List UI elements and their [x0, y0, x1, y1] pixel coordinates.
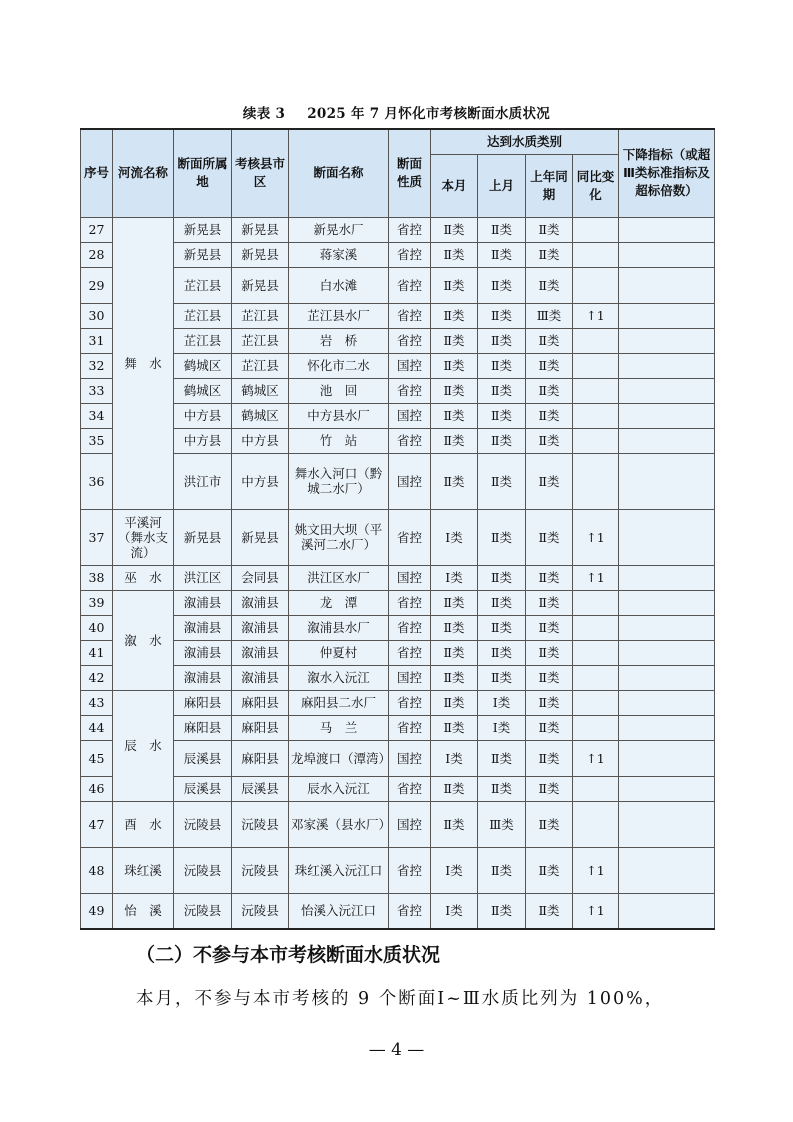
- cell-river: 珠红溪: [113, 847, 174, 893]
- table-row: [81, 242, 715, 267]
- cell-last-year: Ⅱ类: [526, 665, 573, 690]
- cell-this-month: Ⅱ类: [431, 353, 478, 378]
- cell-this-month: Ⅱ类: [431, 242, 478, 267]
- cell-nature: 国控: [389, 403, 431, 428]
- cell-nature: 省控: [389, 509, 431, 565]
- cell-seq: 44: [81, 715, 113, 740]
- cell-section-name: 蒋家溪: [289, 242, 389, 267]
- header-last-month: 上月: [478, 154, 526, 217]
- cell-last-month: Ⅱ类: [478, 893, 526, 929]
- header-decline: 下降指标（或超Ⅲ类标准指标及超标倍数）: [619, 129, 715, 217]
- table-row: [81, 453, 715, 509]
- header-location: 断面所属地: [174, 129, 232, 217]
- cell-last-month: Ⅱ类: [478, 353, 526, 378]
- cell-seq: 31: [81, 328, 113, 353]
- cell-decline: [619, 267, 715, 303]
- table-row: [81, 378, 715, 403]
- cell-county: 溆浦县: [232, 665, 289, 690]
- cell-last-month: Ⅱ类: [478, 217, 526, 242]
- table-row: [81, 740, 715, 776]
- cell-decline: [619, 565, 715, 590]
- cell-decline: [619, 378, 715, 403]
- cell-nature: 省控: [389, 893, 431, 929]
- cell-location: 辰溪县: [174, 740, 232, 776]
- cell-yoy: [573, 267, 619, 303]
- table-row: [81, 303, 715, 328]
- cell-location: 新晃县: [174, 509, 232, 565]
- cell-seq: 42: [81, 665, 113, 690]
- cell-last-month: Ⅱ类: [478, 740, 526, 776]
- cell-section-name: 白水滩: [289, 267, 389, 303]
- cell-county: 溆浦县: [232, 590, 289, 615]
- cell-seq: 34: [81, 403, 113, 428]
- cell-decline: [619, 801, 715, 847]
- cell-yoy: ↑1: [573, 565, 619, 590]
- header-this-month: 本月: [431, 154, 478, 217]
- cell-yoy: ↑1: [573, 893, 619, 929]
- cell-decline: [619, 615, 715, 640]
- table-row: [81, 690, 715, 715]
- table-row: [81, 565, 715, 590]
- cell-last-month: Ⅱ类: [478, 428, 526, 453]
- cell-last-year: Ⅱ类: [526, 453, 573, 509]
- cell-county: 芷江县: [232, 303, 289, 328]
- cell-nature: 国控: [389, 665, 431, 690]
- cell-county: 溆浦县: [232, 615, 289, 640]
- table-row: [81, 615, 715, 640]
- cell-yoy: [573, 353, 619, 378]
- cell-section-name: 竹 站: [289, 428, 389, 453]
- cell-last-month: Ⅱ类: [478, 378, 526, 403]
- cell-seq: 47: [81, 801, 113, 847]
- cell-yoy: ↑1: [573, 740, 619, 776]
- cell-location: 沅陵县: [174, 847, 232, 893]
- cell-yoy: [573, 328, 619, 353]
- table-row: [81, 665, 715, 690]
- cell-yoy: [573, 776, 619, 801]
- cell-decline: [619, 353, 715, 378]
- cell-seq: 35: [81, 428, 113, 453]
- cell-this-month: Ⅰ类: [431, 565, 478, 590]
- table-row: [81, 715, 715, 740]
- cell-last-month: Ⅱ类: [478, 640, 526, 665]
- cell-county: 沅陵县: [232, 847, 289, 893]
- cell-section-name: 岩 桥: [289, 328, 389, 353]
- cell-yoy: [573, 428, 619, 453]
- cell-last-year: Ⅱ类: [526, 776, 573, 801]
- cell-this-month: Ⅰ类: [431, 509, 478, 565]
- cell-last-year: Ⅱ类: [526, 565, 573, 590]
- table-row: [81, 893, 715, 929]
- cell-section-name: 龙埠渡口（潭湾）: [289, 740, 389, 776]
- cell-last-month: Ⅱ类: [478, 776, 526, 801]
- cell-county: 鹤城区: [232, 378, 289, 403]
- body-paragraph: 本月，不参与本市考核的 9 个断面Ⅰ~Ⅲ水质比列为 100%，: [136, 989, 665, 1009]
- cell-this-month: Ⅰ类: [431, 893, 478, 929]
- cell-decline: [619, 590, 715, 615]
- cell-county: 芷江县: [232, 328, 289, 353]
- cell-decline: [619, 740, 715, 776]
- cell-this-month: Ⅱ类: [431, 615, 478, 640]
- cell-this-month: Ⅱ类: [431, 715, 478, 740]
- caption-label: 续表 3: [242, 106, 286, 122]
- table-row: [81, 428, 715, 453]
- cell-location: 洪江区: [174, 565, 232, 590]
- cell-nature: 国控: [389, 565, 431, 590]
- table-row: [81, 590, 715, 615]
- cell-location: 芷江县: [174, 328, 232, 353]
- cell-location: 新晃县: [174, 242, 232, 267]
- cell-section-name: 龙 潭: [289, 590, 389, 615]
- cell-seq: 38: [81, 565, 113, 590]
- cell-last-month: Ⅱ类: [478, 509, 526, 565]
- cell-location: 洪江市: [174, 453, 232, 509]
- cell-last-year: Ⅱ类: [526, 847, 573, 893]
- cell-decline: [619, 242, 715, 267]
- cell-county: 沅陵县: [232, 893, 289, 929]
- cell-river: 辰 水: [113, 690, 174, 801]
- cell-nature: 省控: [389, 590, 431, 615]
- cell-section-name: 麻阳县二水厂: [289, 690, 389, 715]
- cell-section-name: 邓家溪（县水厂）: [289, 801, 389, 847]
- cell-county: 中方县: [232, 453, 289, 509]
- cell-this-month: Ⅰ类: [431, 740, 478, 776]
- cell-river: 巫 水: [113, 565, 174, 590]
- table-row: [81, 847, 715, 893]
- cell-river: 怡 溪: [113, 893, 174, 929]
- table-row: [81, 328, 715, 353]
- cell-location: 新晃县: [174, 217, 232, 242]
- cell-yoy: [573, 590, 619, 615]
- cell-nature: 国控: [389, 353, 431, 378]
- cell-seq: 46: [81, 776, 113, 801]
- cell-seq: 33: [81, 378, 113, 403]
- cell-this-month: Ⅱ类: [431, 801, 478, 847]
- header-county: 考核县市区: [232, 129, 289, 217]
- cell-seq: 29: [81, 267, 113, 303]
- cell-last-year: Ⅱ类: [526, 353, 573, 378]
- cell-decline: [619, 640, 715, 665]
- cell-seq: 32: [81, 353, 113, 378]
- cell-yoy: [573, 615, 619, 640]
- cell-location: 沅陵县: [174, 801, 232, 847]
- cell-decline: [619, 665, 715, 690]
- section-title: （二）不参与本市考核断面水质状况: [136, 944, 441, 966]
- cell-this-month: Ⅱ类: [431, 690, 478, 715]
- header-nature: 断面性质: [389, 129, 431, 217]
- cell-last-year: Ⅱ类: [526, 509, 573, 565]
- cell-location: 中方县: [174, 403, 232, 428]
- cell-section-name: 中方县水厂: [289, 403, 389, 428]
- header-quality-group: 达到水质类别: [431, 129, 619, 154]
- cell-section-name: 姚文田大坝（平溪河二水厂）: [289, 509, 389, 565]
- cell-last-year: Ⅱ类: [526, 590, 573, 615]
- header-yoy: 同比变化: [573, 154, 619, 217]
- cell-county: 新晃县: [232, 267, 289, 303]
- cell-location: 溆浦县: [174, 615, 232, 640]
- cell-this-month: Ⅱ类: [431, 590, 478, 615]
- cell-section-name: 池 回: [289, 378, 389, 403]
- table-body: [81, 217, 715, 929]
- cell-location: 芷江县: [174, 267, 232, 303]
- cell-yoy: [573, 640, 619, 665]
- cell-decline: [619, 453, 715, 509]
- cell-decline: [619, 776, 715, 801]
- cell-last-month: Ⅰ类: [478, 690, 526, 715]
- cell-county: 溆浦县: [232, 640, 289, 665]
- cell-last-year: Ⅱ类: [526, 242, 573, 267]
- cell-yoy: ↑1: [573, 509, 619, 565]
- cell-decline: [619, 328, 715, 353]
- cell-seq: 49: [81, 893, 113, 929]
- cell-yoy: [573, 403, 619, 428]
- cell-this-month: Ⅱ类: [431, 403, 478, 428]
- cell-yoy: [573, 665, 619, 690]
- cell-county: 麻阳县: [232, 715, 289, 740]
- cell-location: 麻阳县: [174, 715, 232, 740]
- cell-last-month: Ⅱ类: [478, 328, 526, 353]
- header-seq: 序号: [81, 129, 113, 217]
- cell-last-month: Ⅱ类: [478, 615, 526, 640]
- cell-section-name: 洪江区水厂: [289, 565, 389, 590]
- table-row: [81, 640, 715, 665]
- cell-yoy: [573, 217, 619, 242]
- cell-section-name: 溆浦县水厂: [289, 615, 389, 640]
- cell-last-month: Ⅰ类: [478, 715, 526, 740]
- cell-section-name: 珠红溪入沅江口: [289, 847, 389, 893]
- cell-last-year: Ⅱ类: [526, 801, 573, 847]
- cell-location: 辰溪县: [174, 776, 232, 801]
- cell-location: 溆浦县: [174, 665, 232, 690]
- cell-last-month: Ⅱ类: [478, 303, 526, 328]
- cell-this-month: Ⅰ类: [431, 847, 478, 893]
- cell-nature: 省控: [389, 217, 431, 242]
- cell-seq: 43: [81, 690, 113, 715]
- table-row: [81, 217, 715, 242]
- cell-last-year: Ⅱ类: [526, 328, 573, 353]
- cell-this-month: Ⅱ类: [431, 453, 478, 509]
- cell-decline: [619, 303, 715, 328]
- cell-location: 鹤城区: [174, 378, 232, 403]
- page-number: — 4 —: [368, 1040, 425, 1060]
- cell-nature: 省控: [389, 428, 431, 453]
- cell-river: 舞 水: [113, 217, 174, 509]
- cell-section-name: 仲夏村: [289, 640, 389, 665]
- cell-nature: 省控: [389, 715, 431, 740]
- cell-county: 麻阳县: [232, 740, 289, 776]
- cell-last-month: Ⅱ类: [478, 403, 526, 428]
- table-row: [81, 353, 715, 378]
- header-river: 河流名称: [113, 129, 174, 217]
- cell-this-month: Ⅱ类: [431, 303, 478, 328]
- cell-section-name: 新晃水厂: [289, 217, 389, 242]
- cell-location: 沅陵县: [174, 893, 232, 929]
- cell-seq: 27: [81, 217, 113, 242]
- cell-this-month: Ⅱ类: [431, 217, 478, 242]
- cell-decline: [619, 509, 715, 565]
- cell-nature: 省控: [389, 267, 431, 303]
- table-row: [81, 776, 715, 801]
- cell-section-name: 芷江县水厂: [289, 303, 389, 328]
- cell-seq: 28: [81, 242, 113, 267]
- cell-last-month: Ⅱ类: [478, 453, 526, 509]
- table-row: [81, 509, 715, 565]
- cell-last-year: Ⅱ类: [526, 690, 573, 715]
- cell-this-month: Ⅱ类: [431, 665, 478, 690]
- cell-last-year: Ⅱ类: [526, 615, 573, 640]
- cell-river: 溆 水: [113, 590, 174, 690]
- cell-seq: 48: [81, 847, 113, 893]
- cell-nature: 省控: [389, 776, 431, 801]
- cell-this-month: Ⅱ类: [431, 267, 478, 303]
- cell-last-month: Ⅱ类: [478, 242, 526, 267]
- cell-decline: [619, 847, 715, 893]
- cell-this-month: Ⅱ类: [431, 776, 478, 801]
- cell-yoy: [573, 715, 619, 740]
- cell-nature: 国控: [389, 801, 431, 847]
- cell-county: 麻阳县: [232, 690, 289, 715]
- cell-decline: [619, 217, 715, 242]
- cell-last-year: Ⅱ类: [526, 267, 573, 303]
- cell-location: 中方县: [174, 428, 232, 453]
- cell-section-name: 怀化市二水: [289, 353, 389, 378]
- cell-seq: 39: [81, 590, 113, 615]
- cell-nature: 省控: [389, 640, 431, 665]
- cell-yoy: [573, 378, 619, 403]
- cell-nature: 省控: [389, 847, 431, 893]
- cell-this-month: Ⅱ类: [431, 378, 478, 403]
- cell-river: 平溪河（舞水支流）: [113, 509, 174, 565]
- cell-nature: 省控: [389, 690, 431, 715]
- cell-decline: [619, 403, 715, 428]
- cell-section-name: 怡溪入沅江口: [289, 893, 389, 929]
- cell-section-name: 马 兰: [289, 715, 389, 740]
- cell-nature: 省控: [389, 242, 431, 267]
- cell-county: 新晃县: [232, 217, 289, 242]
- cell-nature: 省控: [389, 378, 431, 403]
- table-caption: [0, 102, 793, 122]
- cell-decline: [619, 690, 715, 715]
- cell-last-year: Ⅱ类: [526, 428, 573, 453]
- water-quality-table: [80, 128, 715, 930]
- cell-river: 酉 水: [113, 801, 174, 847]
- cell-location: 溆浦县: [174, 590, 232, 615]
- cell-yoy: [573, 453, 619, 509]
- cell-decline: [619, 715, 715, 740]
- cell-county: 会同县: [232, 565, 289, 590]
- header-last-year: 上年同期: [526, 154, 573, 217]
- cell-seq: 40: [81, 615, 113, 640]
- cell-county: 中方县: [232, 428, 289, 453]
- cell-last-month: Ⅱ类: [478, 590, 526, 615]
- cell-decline: [619, 893, 715, 929]
- cell-section-name: 舞水入河口（黔城二水厂）: [289, 453, 389, 509]
- cell-county: 沅陵县: [232, 801, 289, 847]
- cell-decline: [619, 428, 715, 453]
- cell-last-year: Ⅱ类: [526, 378, 573, 403]
- cell-last-month: Ⅱ类: [478, 267, 526, 303]
- header-section-name: 断面名称: [289, 129, 389, 217]
- cell-last-year: Ⅱ类: [526, 217, 573, 242]
- cell-last-year: Ⅱ类: [526, 403, 573, 428]
- cell-location: 鹤城区: [174, 353, 232, 378]
- cell-location: 麻阳县: [174, 690, 232, 715]
- cell-yoy: ↑1: [573, 847, 619, 893]
- table-row: [81, 403, 715, 428]
- cell-this-month: Ⅱ类: [431, 640, 478, 665]
- cell-last-year: Ⅱ类: [526, 640, 573, 665]
- cell-nature: 国控: [389, 453, 431, 509]
- cell-county: 鹤城区: [232, 403, 289, 428]
- cell-last-month: Ⅱ类: [478, 665, 526, 690]
- cell-last-month: Ⅱ类: [478, 847, 526, 893]
- cell-nature: 省控: [389, 615, 431, 640]
- cell-this-month: Ⅱ类: [431, 328, 478, 353]
- cell-last-year: Ⅲ类: [526, 303, 573, 328]
- cell-last-month: Ⅲ类: [478, 801, 526, 847]
- cell-county: 新晃县: [232, 509, 289, 565]
- cell-seq: 37: [81, 509, 113, 565]
- cell-nature: 国控: [389, 740, 431, 776]
- cell-county: 辰溪县: [232, 776, 289, 801]
- cell-last-year: Ⅱ类: [526, 715, 573, 740]
- cell-seq: 36: [81, 453, 113, 509]
- table-row: [81, 801, 715, 847]
- cell-seq: 30: [81, 303, 113, 328]
- cell-location: 溆浦县: [174, 640, 232, 665]
- cell-this-month: Ⅱ类: [431, 428, 478, 453]
- cell-yoy: [573, 242, 619, 267]
- cell-nature: 省控: [389, 303, 431, 328]
- cell-yoy: ↑1: [573, 303, 619, 328]
- cell-seq: 41: [81, 640, 113, 665]
- cell-seq: 45: [81, 740, 113, 776]
- cell-location: 芷江县: [174, 303, 232, 328]
- table-row: [81, 267, 715, 303]
- cell-county: 新晃县: [232, 242, 289, 267]
- cell-last-year: Ⅱ类: [526, 740, 573, 776]
- cell-yoy: [573, 801, 619, 847]
- cell-section-name: 辰水入沅江: [289, 776, 389, 801]
- cell-yoy: [573, 690, 619, 715]
- cell-nature: 省控: [389, 328, 431, 353]
- cell-section-name: 溆水入沅江: [289, 665, 389, 690]
- cell-last-month: Ⅱ类: [478, 565, 526, 590]
- cell-county: 芷江县: [232, 353, 289, 378]
- caption-title: 2025 年 7 月怀化市考核断面水质状况: [307, 106, 551, 122]
- cell-last-year: Ⅱ类: [526, 893, 573, 929]
